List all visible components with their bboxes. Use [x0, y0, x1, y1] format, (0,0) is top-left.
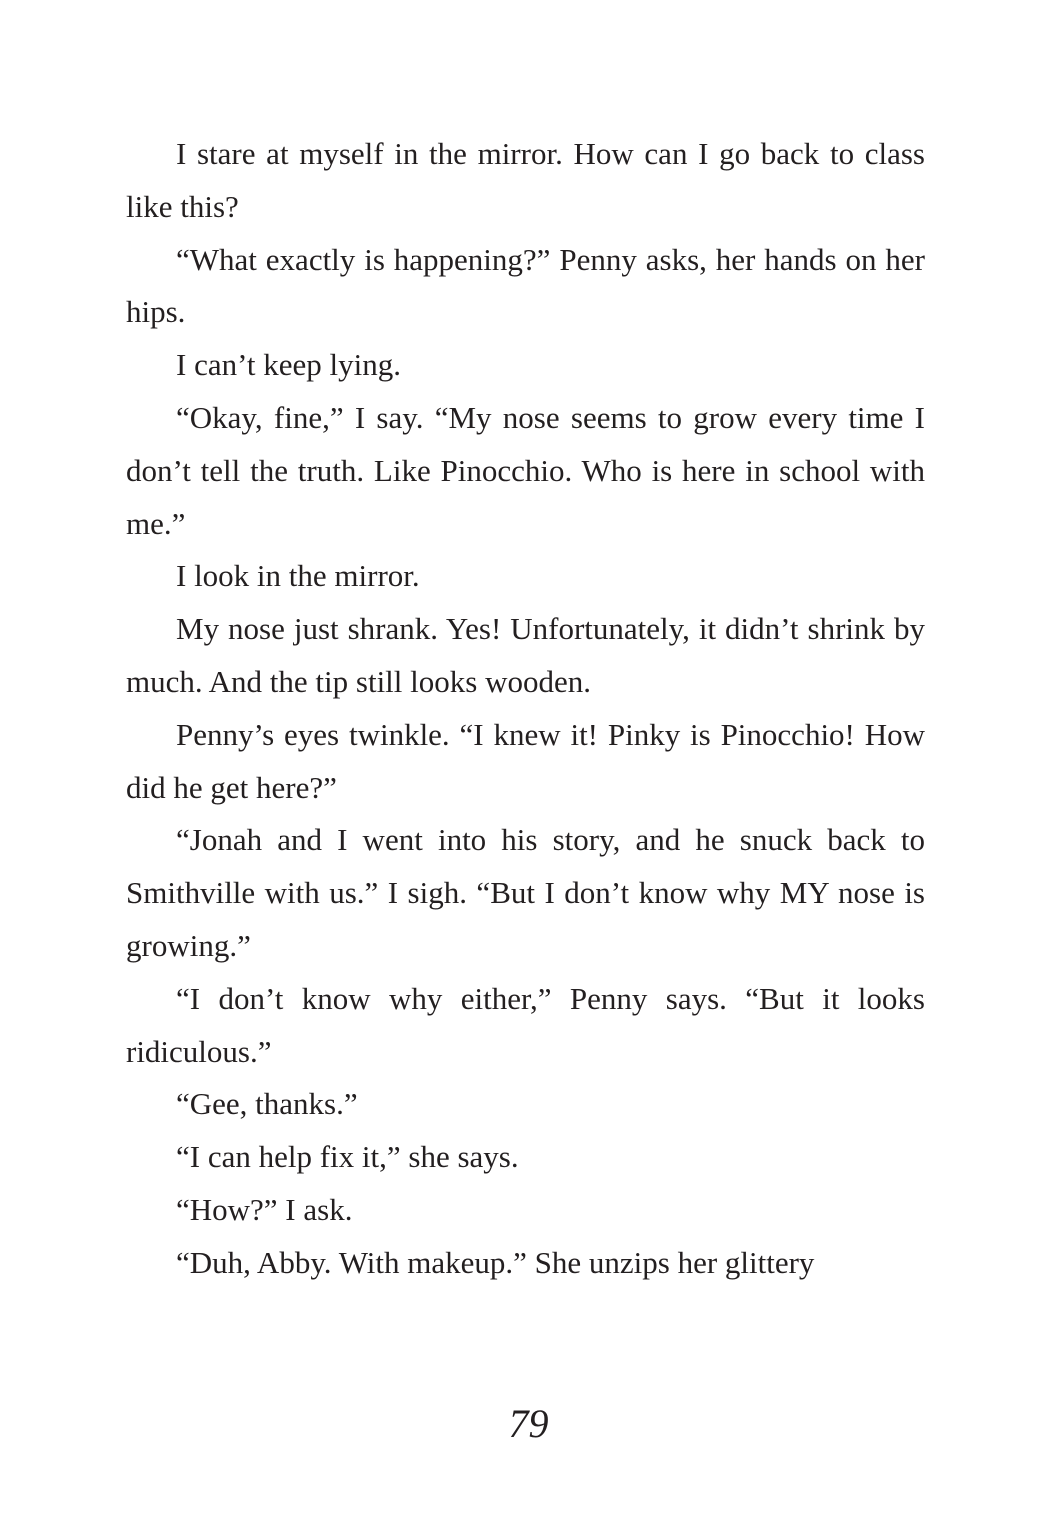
paragraph: Penny’s eyes twinkle. “I knew it! Pinky is Pinocchio! How did he get here?” [126, 716, 925, 805]
paragraph: “Okay, fine,” I say. “My nose seems to grow every time I don’t tell the truth. Like Pinocchio. Who is here in school with me.” [126, 399, 925, 541]
paragraph: “Jonah and I went into his story, and he snuck back to Smithville with us.” I sigh. “But I don’t know why MY nose is growing.” [126, 822, 925, 963]
body-text [126, 128, 925, 1290]
paragraph: “What exactly is happening?” Penny asks, her hands on her hips. [126, 241, 925, 330]
paragraph: “Gee, thanks.” [176, 1086, 358, 1122]
paragraph: “Duh, Abby. With makeup.” She unzips her glittery [176, 1244, 815, 1280]
paragraph: I look in the mirror. [176, 558, 420, 594]
paragraph: My nose just shrank. Yes! Unfortunately, it didn’t shrink by much. And the tip still looks wooden. [126, 611, 925, 699]
paragraph: I can’t keep lying. [176, 347, 401, 383]
paragraph: “I don’t know why either,” Penny says. “But it looks ridiculous.” [126, 980, 925, 1069]
page-number: 79 [508, 1401, 549, 1446]
paragraph: I stare at myself in the mirror. How can I go back to class like this? [126, 136, 925, 224]
paragraph: “How?” I ask. [176, 1191, 353, 1227]
paragraph: “I can help fix it,” she says. [176, 1139, 519, 1175]
